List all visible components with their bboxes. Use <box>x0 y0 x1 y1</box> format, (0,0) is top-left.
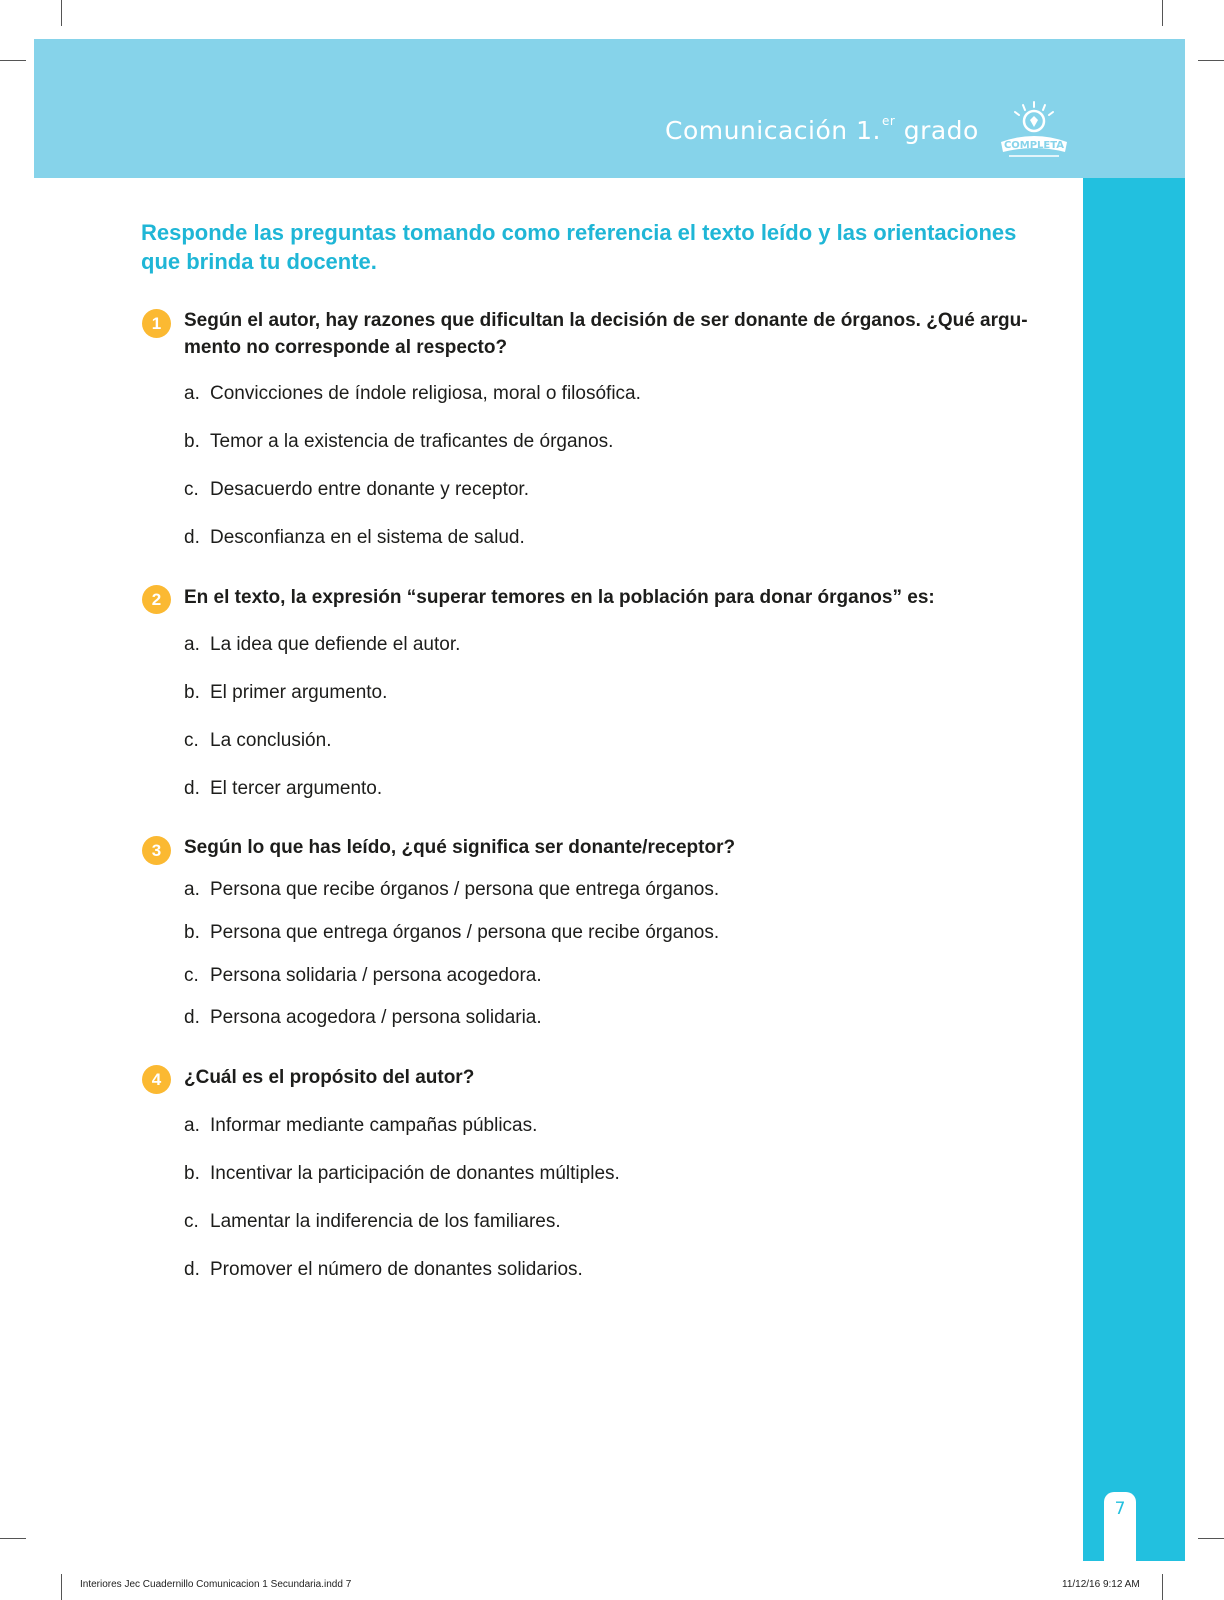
print-slug-filename: Interiores Jec Cuadernillo Comunicacion 1 Secundaria.indd 7 <box>80 1579 352 1590</box>
answer-option <box>184 730 331 752</box>
option-letter: b. <box>184 1163 200 1184</box>
option-letter: d. <box>184 1259 200 1280</box>
option-letter: c. <box>184 730 199 751</box>
answer-option <box>184 1007 542 1029</box>
option-letter: b. <box>184 922 200 943</box>
answer-option <box>184 383 641 405</box>
option-text: Convicciones de índole religiosa, moral o filosófica. <box>210 383 641 404</box>
logo-text: COMPLETA <box>1003 140 1065 151</box>
option-text: Desconfianza en el sistema de salud. <box>210 527 525 548</box>
option-letter: d. <box>184 778 200 799</box>
answer-option <box>184 527 525 549</box>
option-text: Informar mediante campañas públicas. <box>210 1115 538 1136</box>
crop-mark <box>1162 1574 1163 1600</box>
answer-option <box>184 634 460 656</box>
page-header-title: Comunicación 1.$^{er}$ grado <box>665 114 979 145</box>
option-text: Desacuerdo entre donante y receptor. <box>210 479 529 500</box>
instruction-heading: Responde las preguntas tomando como referencia el texto leído y las orientaciones que brinda tu docente. <box>141 220 1017 274</box>
option-text: La idea que defiende el autor. <box>210 634 461 655</box>
answer-option <box>184 1211 561 1233</box>
option-text: La conclusión. <box>210 730 332 751</box>
option-text: Persona que recibe órganos / persona que entrega órganos. <box>210 879 720 900</box>
crop-mark <box>1198 60 1224 61</box>
print-slug-timestamp: 11/12/16 9:12 AM <box>1062 1579 1140 1590</box>
option-letter: b. <box>184 682 200 703</box>
option-letter: c. <box>184 479 199 500</box>
crop-mark <box>1162 0 1163 26</box>
crop-mark <box>1198 1538 1224 1539</box>
option-letter: d. <box>184 1007 200 1028</box>
option-letter: a. <box>184 383 200 404</box>
answer-option <box>184 1163 620 1185</box>
question-number-badge: 1 <box>142 309 171 338</box>
question-text: ¿Cuál es el propósito del autor? <box>184 1067 475 1088</box>
crop-mark <box>61 0 62 26</box>
answer-option <box>184 879 719 901</box>
jornada-completa-logo <box>995 100 1073 160</box>
answer-option <box>184 1259 583 1281</box>
option-text: Persona solidaria / persona acogedora. <box>210 965 542 986</box>
question-number-badge: 3 <box>142 836 171 865</box>
option-text: Temor a la existencia de traficantes de órganos. <box>210 431 614 452</box>
answer-option <box>184 479 529 501</box>
option-text: El primer argumento. <box>210 682 388 703</box>
answer-option <box>184 431 613 453</box>
question-number-badge: 2 <box>142 585 171 614</box>
option-letter: a. <box>184 634 200 655</box>
option-text: El tercer argumento. <box>210 778 383 799</box>
answer-option <box>184 778 382 800</box>
question-number-badge: 4 <box>142 1065 171 1094</box>
option-text: Promover el número de donantes solidarios. <box>210 1259 583 1280</box>
question-text: Según el autor, hay razones que dificultan la decisión de ser donante de órganos. ¿Qué argu- mento no corresponde al respecto? <box>184 310 1028 358</box>
option-letter: a. <box>184 1115 200 1136</box>
crop-mark <box>0 60 26 61</box>
option-letter: a. <box>184 879 200 900</box>
crop-mark <box>61 1574 62 1600</box>
answer-option <box>184 922 719 944</box>
crop-mark <box>0 1538 26 1539</box>
side-band <box>1083 178 1185 1561</box>
option-letter: b. <box>184 431 200 452</box>
answer-option <box>184 682 387 704</box>
option-text: Lamentar la indiferencia de los familiares. <box>210 1211 561 1232</box>
option-text: Persona acogedora / persona solidaria. <box>210 1007 542 1028</box>
option-text: Incentivar la participación de donantes múltiples. <box>210 1163 620 1184</box>
option-letter: d. <box>184 527 200 548</box>
option-text: Persona que entrega órganos / persona que recibe órganos. <box>210 922 720 943</box>
question-text: En el texto, la expresión “superar temores en la población para donar órganos” es: <box>184 587 935 608</box>
answer-option <box>184 1115 537 1137</box>
page-number: 7 <box>1114 1499 1126 1519</box>
option-letter: c. <box>184 1211 199 1232</box>
answer-option <box>184 965 542 987</box>
option-letter: c. <box>184 965 199 986</box>
question-text: Según lo que has leído, ¿qué significa ser donante/receptor? <box>184 837 736 858</box>
